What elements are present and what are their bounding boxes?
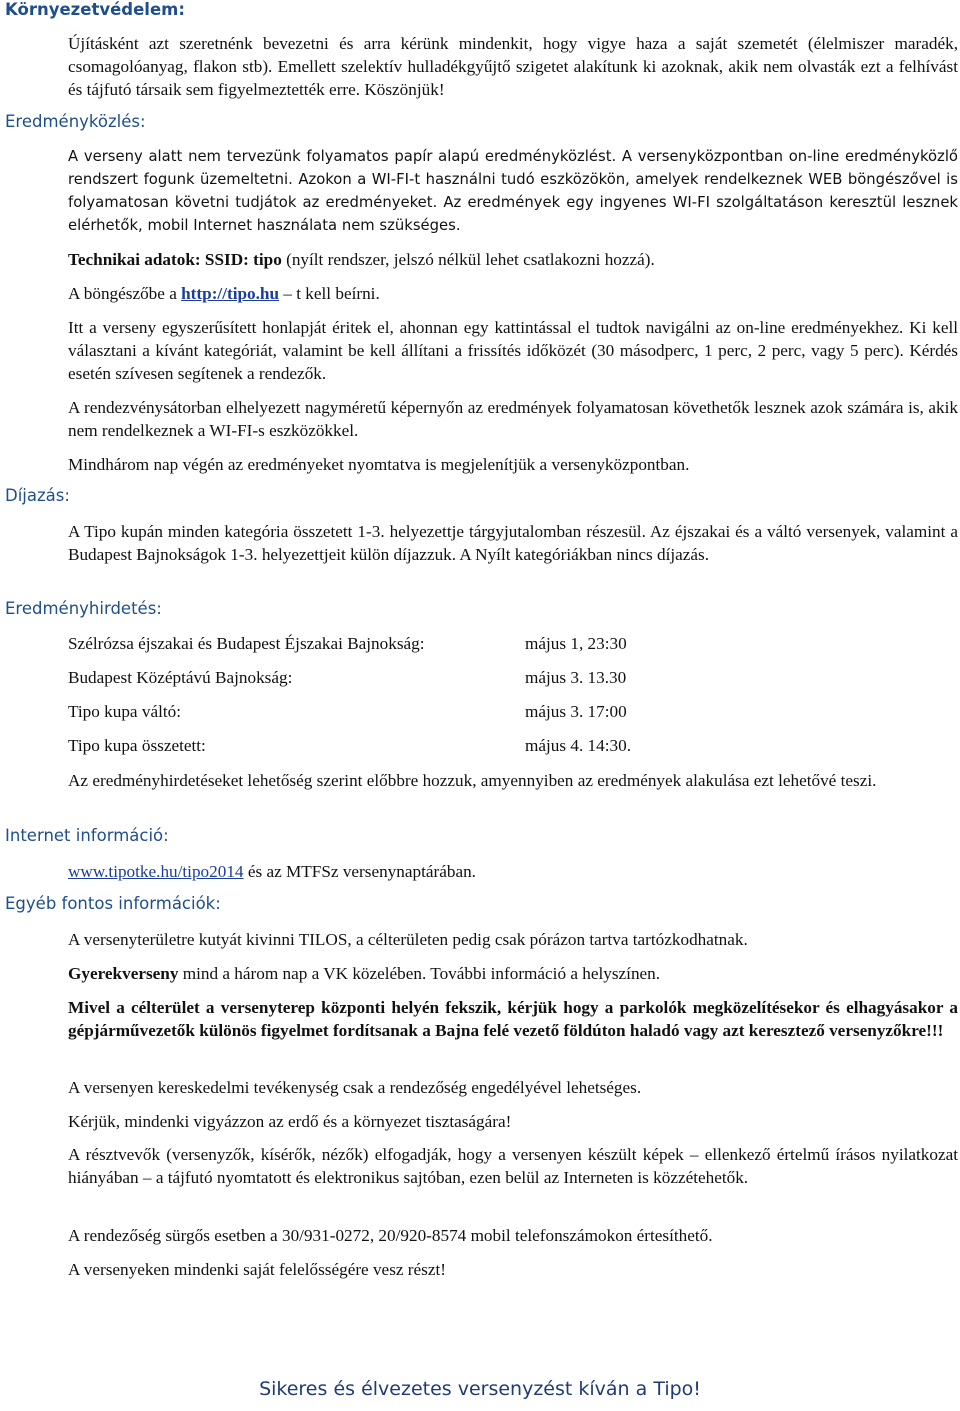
paragraph-eredmenyhirdetes-note: Az eredményhirdetéseket lehetőség szerint előbbre hozzuk, amyennyiben az eredmények alakulása ezt lehetővé teszi. [68,771,877,790]
paragraph-bongeszo [68,282,958,305]
tipo-link[interactable]: http://tipo.hu [181,284,280,303]
schedule-event: Szélrózsa éjszakai és Budapest Éjszakai Bajnokság: [68,634,425,653]
schedule-row [68,736,958,759]
paragraph-eredmenykozles-3: Itt a verseny egyszerűsített honlapját éritek el, ahonnan egy kattintással el tudtok navigálni az on-line eredményekhez. Ki kell választani a kívánt kategóriát, valamint be kell állítani a frissítés időközét (30 másodperc, 1 perc, 2 perc, vagy 5 perc). Kérdés esetén szívesen segítenek a rendezők. [68,318,958,383]
paragraph-egyeb-5: Kérjük, mindenki vigyázzon az erdő és a környezet tisztaságára! [68,1112,512,1131]
heading-internet: Internet információ: [5,826,169,845]
schedule-time: május 3. 17:00 [525,702,627,721]
paragraph-egyeb-4: A versenyen kereskedelmi tevékenység csak a rendezőség engedélyével lehetséges. [68,1078,642,1097]
paragraph-egyeb-7: A rendezőség sürgős esetben a 30/931-0272, 20/920-8574 mobil telefonszámokon értesíthető. [68,1226,713,1245]
tech-label: Technikai adatok: SSID: tipo [68,250,282,269]
heading-egyeb: Egyéb fontos információk: [5,894,221,913]
schedule-row [68,634,958,657]
paragraph-egyeb-8: A versenyeken mindenki saját felelősségére vesz részt! [68,1260,446,1279]
heading-eredmenyhirdetes: Eredményhirdetés: [5,599,162,618]
paragraph-dijazas: A Tipo kupán minden kategória összetett 1-3. helyezettje tárgyjutalomban részesül. Az éjszakai és a váltó versenyek, valamint a Budapest Bajnokságok 1-3. helyezettjeit külön díjazzuk. A Nyílt kategóriákban nincs díjazás. [68,522,958,564]
schedule-time: május 3. 13.30 [525,668,627,687]
paragraph-egyeb-1: A versenyterületre kutyát kivinni TILOS, a célterületen pedig csak pórázon tartva tartózkodhatnak. [68,930,748,949]
paragraph-eredmenykozles-4: A rendezvénysátorban elhelyezett nagyméretű képernyőn az eredmények folyamatosan követhetők lesznek azok számára is, akik nem rendelkeznek a WI-FI-s eszközökkel. [68,398,958,440]
browser-pre: A böngészőbe a [68,284,182,303]
schedule-row [68,702,958,725]
paragraph-internet [68,860,958,883]
schedule-event: Budapest Középtávú Bajnokság: [68,668,293,687]
schedule-event: Tipo kupa összetett: [68,736,206,755]
heading-eredmenykozles: Eredményközlés: [5,112,146,131]
footer-message: Sikeres és élvezetes versenyzést kíván a Tipo! [259,1378,701,1400]
paragraph-egyeb-2 [68,962,958,985]
browser-post: – t kell beírni. [279,284,380,303]
tipotke-link[interactable]: www.tipotke.hu/tipo2014 [68,862,244,881]
heading-kornyezetvedelem: Környezetvédelem: [5,0,185,19]
paragraph-eredmenykozles-5: Mindhárom nap végén az eredményeket nyomtatva is megjelenítjük a versenyközpontban. [68,455,690,474]
paragraph-technikai-adatok [68,248,958,271]
tech-rest: (nyílt rendszer, jelszó nélkül lehet csatlakozni hozzá). [281,250,655,269]
schedule-time: május 1, 23:30 [525,634,627,653]
schedule-row [68,668,958,691]
schedule-event: Tipo kupa váltó: [68,702,182,721]
gyerekverseny-label: Gyerekverseny [68,964,179,983]
schedule-time: május 4. 14:30. [525,736,631,755]
paragraph-eredmenykozles-1: A verseny alatt nem tervezünk folyamatos papír alapú eredményközlést. A versenyközpontban on-line eredményközlő rendszert fogunk üzemeltetni. Azokon a WI-FI-t használni tudó eszközökön, amelyek rendelkeznek WEB böngészővel is folyamatosan követni tudjátok az eredményeket. Az eredmények egy ingyenes WI-FI szolgáltatáson keresztül lesznek elérhetők, mobil Internet használata nem szükséges. [68,148,958,234]
heading-dijazas: Díjazás: [5,486,70,505]
paragraph-egyeb-6: A résztvevők (versenyzők, kísérők, nézők) elfogadják, hogy a versenyen készült képek – ellenkező értelmű írásos nyilatkozat hiányában – a tájfutó nyomtatott és elektronikus sajtóban, ezen belül az Interneten is közzétehetők. [68,1145,958,1187]
internet-post: és az MTFSz versenynaptárában. [243,862,476,881]
gyerekverseny-rest: mind a három nap a VK közelében. További információ a helyszínen. [178,964,661,983]
paragraph-egyeb-3: Mivel a célterület a versenyterep központi helyén fekszik, kérjük hogy a parkolók megközelítésekor és elhagyásakor a gépjárművezetők különös figyelmet fordítsanak a Bajna felé vezető földúton haladó vagy azt keresztező versenyzőkre!!! [68,998,958,1040]
paragraph-kornyezetvedelem: Újításként azt szeretnénk bevezetni és arra kérünk mindenkit, hogy vigye haza a saját szemetét (élelmiszer maradék, csomagolóanyag, flakon stb). Emellett szelektív hulladékgyűjtő szigetet alakítunk ki azoknak, akik nem olvasták ezt a felhívást és tájfutó társaik sem figyelmeztették erre. Köszönjük! [68,34,958,99]
